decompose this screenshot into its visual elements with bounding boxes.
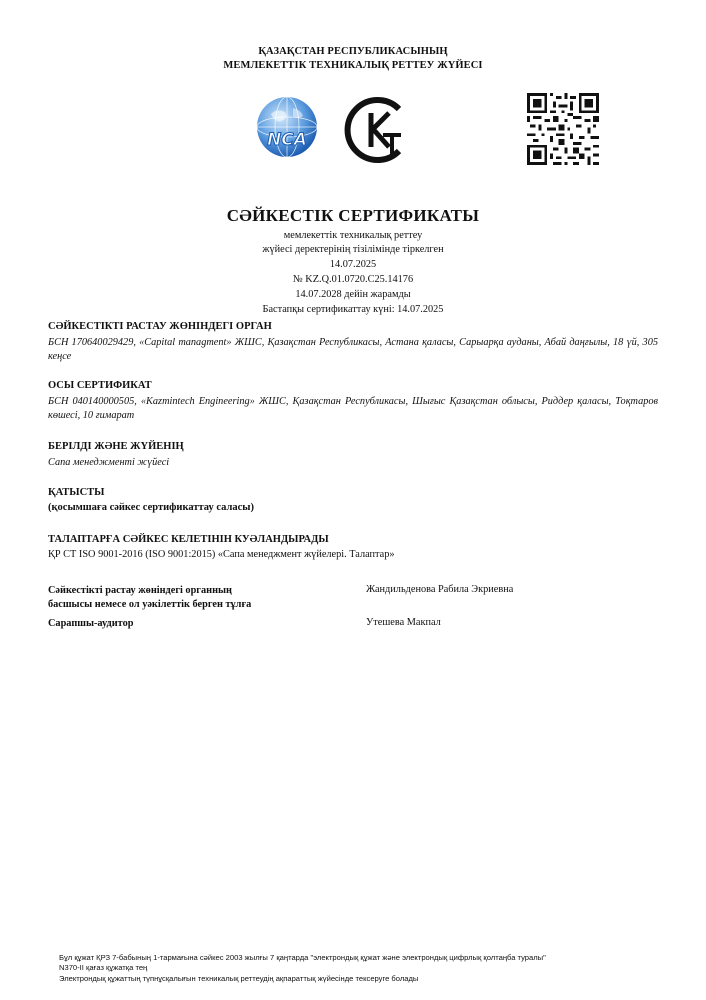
kz-conformity-mark	[343, 95, 409, 165]
auditor-label: Сарапшы-аудитор	[48, 618, 134, 629]
head-signatory-name: Жандильденова Рабила Экриевна	[366, 584, 514, 595]
certificate-holder-text: БСН 040140000505, «Kazmintech Engineering» ЖШС, Қазақстан Республикасы, Шығыс Қазақстан облысы, Риддер қаласы, Тоқтаров көшесі, 10 ғимарат	[48, 396, 658, 421]
qr-code	[527, 93, 599, 165]
header-line-2: МЕМЛЕКЕТТІК ТЕХНИКАЛЫҚ РЕТТЕУ ЖҮЙЕСІ	[223, 60, 483, 71]
registry-line-2: жүйесі деректерінің тізілімінде тіркелген	[262, 244, 444, 255]
initial-certification-date: Бастапқы сертификаттау күні: 14.07.2025	[262, 304, 444, 315]
footer-line-1: Бұл құжат ҚРЗ 7-бабының 1-тармағына сәйкес 2003 жылғы 7 қаңтарда "электрондық құжат және электрондық цифрлық қолтаңба туралы"	[59, 953, 546, 962]
nca-globe-logo	[243, 94, 331, 162]
requirements-heading: ТАЛАПТАРҒА СӘЙКЕС КЕЛЕТІНІН КУӘЛАНДЫРАДЫ	[48, 534, 329, 545]
conformity-body-text: БСН 170640029429, «Capital managment» ЖШС, Қазақстан Республикасы, Астана қаласы, Сарыарқа ауданы, Абай даңғылы, 18 үй, 305 кеңсе	[48, 337, 658, 362]
conformity-body-heading: СӘЙКЕСТІКТІ РАСТАУ ЖӨНІНДЕГІ ОРГАН	[48, 321, 272, 332]
issued-text: Сапа менеджменті жүйесі	[48, 457, 170, 468]
footer-line-3: Электрондық құжаттың түпнұсқалығын техникалық реттеудің ақпараттық жүйесінде тексеруге болады	[59, 974, 419, 983]
certificate-title: СӘЙКЕСТІК СЕРТИФИКАТЫ	[226, 206, 480, 225]
scope-subheading: (қосымшаға сәйкес сертификаттау саласы)	[48, 502, 255, 513]
scope-heading: ҚАТЫСТЫ	[48, 487, 105, 498]
head-signatory-label-2: басшысы немесе ол уәкілеттік берген тұлға	[48, 599, 252, 610]
issued-heading: БЕРІЛДІ ЖӘНЕ ЖҮЙЕНІҢ	[48, 441, 184, 452]
registered-date: 14.07.2025	[329, 259, 377, 270]
requirements-text: ҚР СТ ISO 9001-2016 (ISO 9001:2015) «Сапа менеджмент жүйелері. Талаптар»	[48, 549, 395, 560]
valid-until: 14.07.2028 дейін жарамды	[295, 289, 411, 300]
certificate-holder-heading: ОСЫ СЕРТИФИКАТ	[48, 380, 152, 391]
registry-line-1: мемлекеттік техникалық реттеу	[283, 230, 423, 241]
head-signatory-label-1: Сәйкестікті растау жөніндегі органның	[48, 585, 232, 596]
svg-text:NCA: NCA	[267, 130, 307, 150]
auditor-name: Утешева Макпал	[366, 617, 441, 628]
certificate-number: № KZ.Q.01.0720.C25.14176	[292, 274, 414, 285]
header-line-1: ҚАЗАҚСТАН РЕСПУБЛИКАСЫНЫҢ	[258, 46, 448, 57]
footer-line-2: N370-II қағаз құжатқа тең	[59, 963, 148, 972]
